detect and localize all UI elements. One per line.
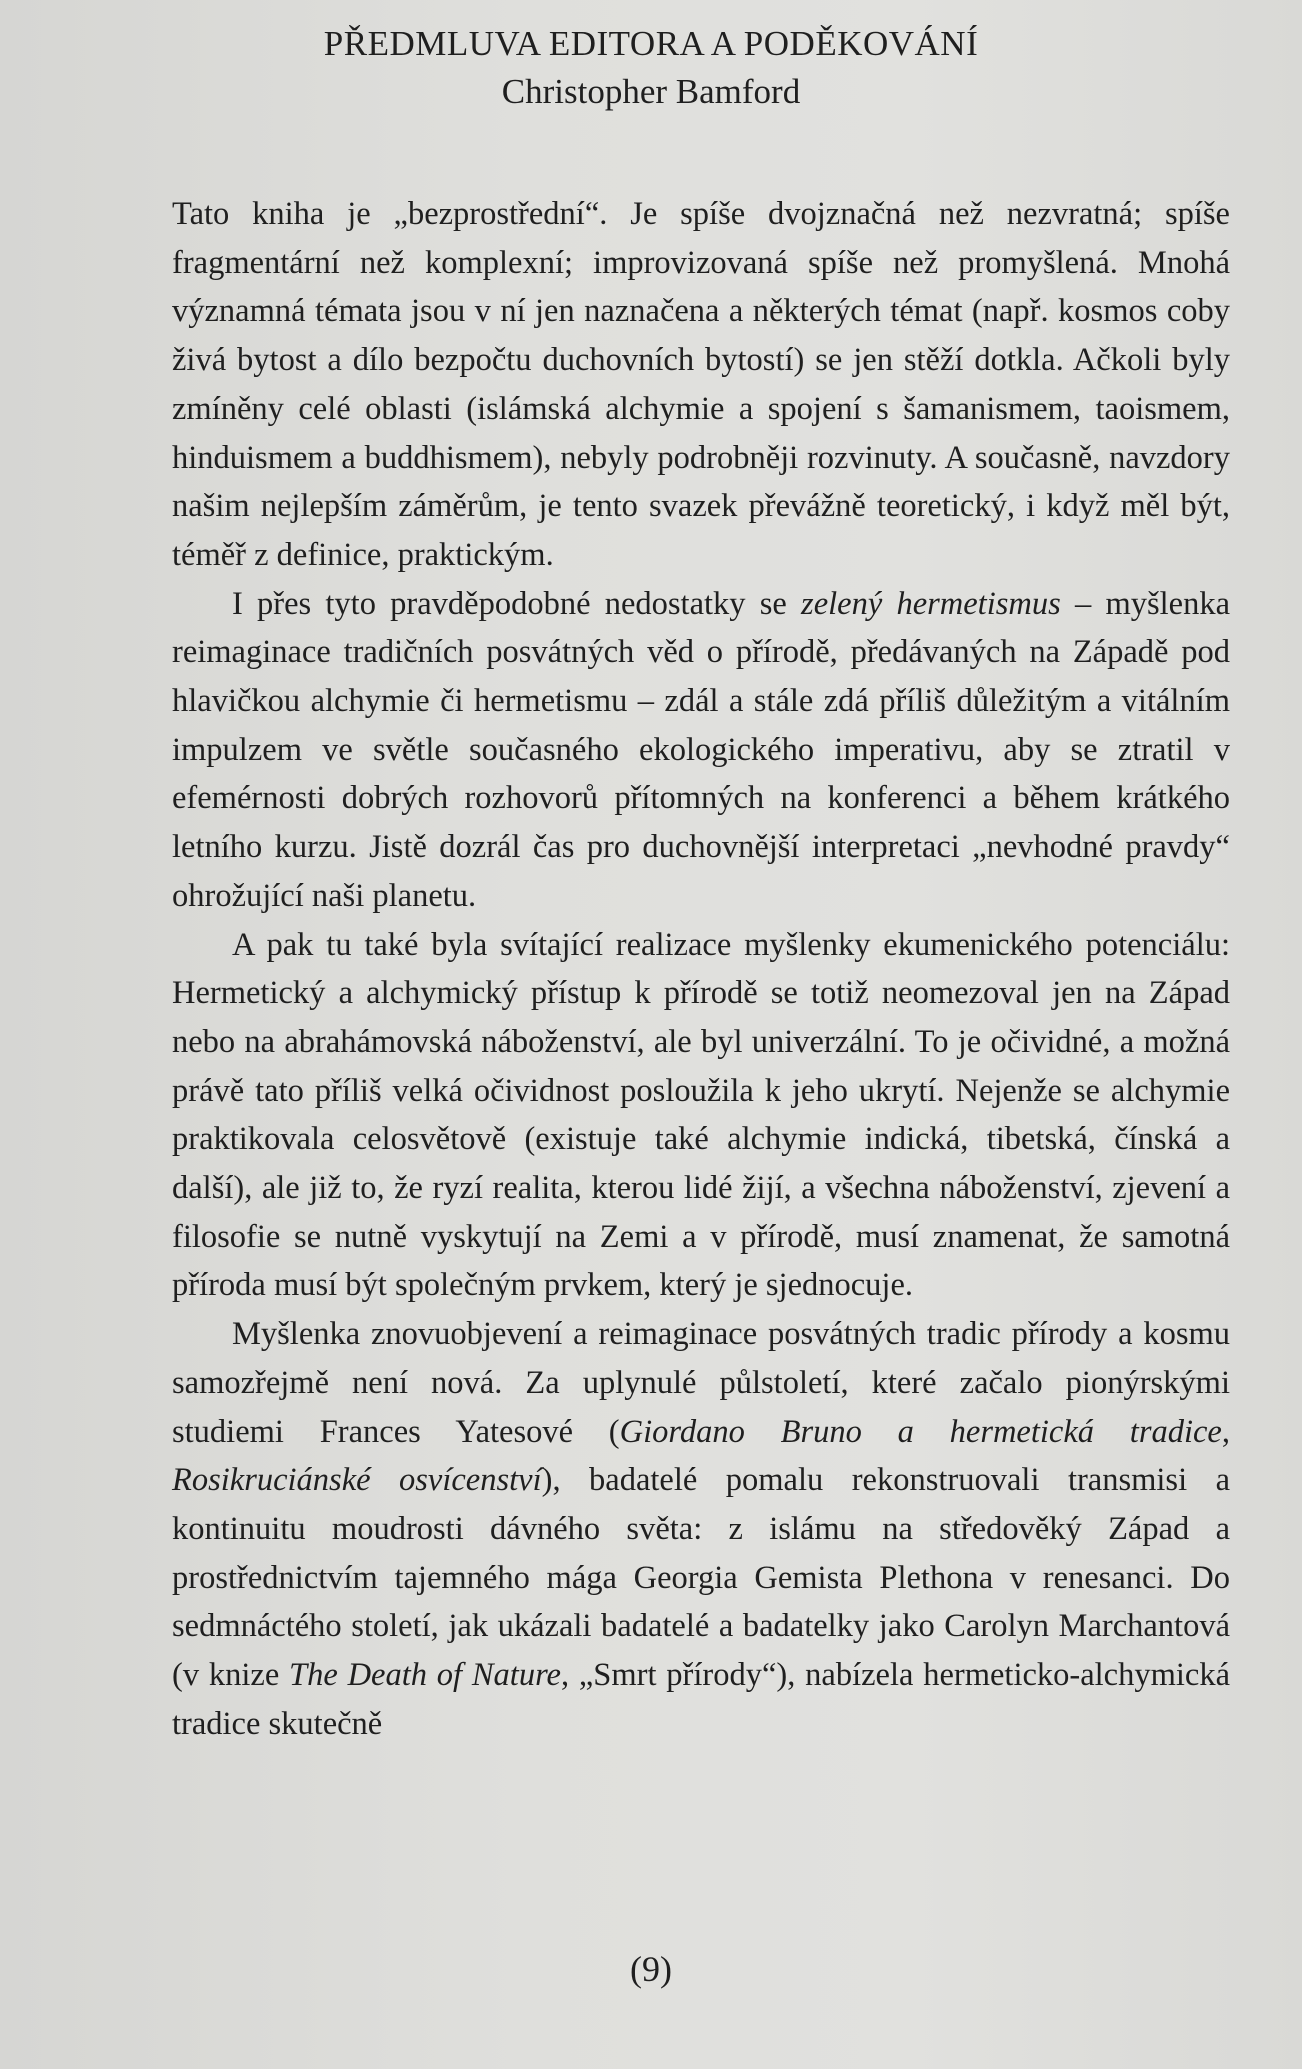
paragraph: [172, 1310, 1230, 1748]
text-run: ), badatelé pomalu rekonstruovali transmisi a kontinuitu moudrosti dávného světa: z islámu na středověký Západ a prostřednictvím tajemného mága Georgia Gemista Plethona v renesanci. Do sedmnáctého století, jak ukázali badatelé a badatelky jako Carolyn Marchantová (v knize: [172, 1462, 1231, 1694]
chapter-title: PŘEDMLUVA EDITORA A PODĚKOVÁNÍ: [323, 24, 979, 63]
text-run: A pak tu také byla svítající realizace myšlenky ekumenického potenciálu: Hermetický a alchymický přístup k přírodě se totiž neomezoval jen na Západ nebo na abrahámovská náboženství, ale byl univerzální. To je očividné, a možná právě tato příliš velká očividnost posloužila k jeho ukrytí. Nejenže se alchymie praktikovala celosvětově (existuje také alchymie indická, tibetská, čínská a další), ale již to, že ryzí realita, kterou lidé žijí, a všechna náboženství, zjevení a filosofie se nutně vyskytují na Zemi a v přírodě, musí znamenat, že samotná příroda musí být společným prvkem, který je sjednocuje.: [172, 926, 1230, 1304]
italic-book-title: Giordano Bruno a hermetická tradice: [619, 1413, 1222, 1450]
text-run: , „Smrt přírody“), nabízela hermeticko-alchymická tradice skutečně: [172, 1657, 1231, 1742]
text-run: Myšlenka znovuobjevení a reimaginace posvátných tradic přírody a kosmu samozřejmě není nová. Za uplynulé půlstoletí, které začalo pionýrskými studiemi Frances Yatesové (: [172, 1316, 1230, 1450]
text-run: – myšlenka reimaginace tradičních posvátných věd o přírodě, předávaných na Západě pod hlavičkou alchymie či hermetismu – zdál a stále zdá příliš důležitým a vitálním impulzem ve světle současného ekologického imperativu, aby se ztratil v efemérnosti dobrých rozhovorů přítomných na konferenci a během krátkého letního kurzu. Jistě dozrál čas pro duchovnější interpretaci „nevhodné pravdy“ ohrožující naši planetu.: [172, 585, 1230, 914]
text-run: I přes tyto pravděpodobné nedostatky se: [232, 585, 802, 622]
italic-book-title: The Death of Nature: [289, 1657, 561, 1694]
text-run: Tato kniha je „bezprostřední“. Je spíše dvojznačná než nezvratná; spíše fragmentární než komplexní; improvizovaná spíše než promyšlená. Mnohá významná témata jsou v ní jen naznačena a některých témat (např. kosmos coby živá bytost a dílo bezpočtu duchovních bytostí) se jen stěží dotkla. Ačkoli byly zmíněny celé oblasti (islámská alchymie a spojení s šamanismem, taoismem, hinduismem a buddhismem), nebyly podrobněji rozvinuty. A současně, navzdory našim nejlepším záměrům, je tento svazek převážně teoretický, i když měl být, téměř z definice, praktickým.: [172, 196, 1230, 573]
paragraph: [172, 190, 1230, 580]
paragraph: [172, 921, 1230, 1311]
italic-term: zelený hermetismus: [801, 585, 1061, 622]
italic-book-title: Rosikruciánské osvícenství: [172, 1462, 542, 1499]
chapter-author: Christopher Bamford: [501, 72, 801, 111]
body-text: [172, 190, 1230, 1749]
page-number: (9): [630, 1949, 672, 1989]
paragraph: [172, 580, 1230, 921]
text-run: ,: [1221, 1413, 1230, 1450]
